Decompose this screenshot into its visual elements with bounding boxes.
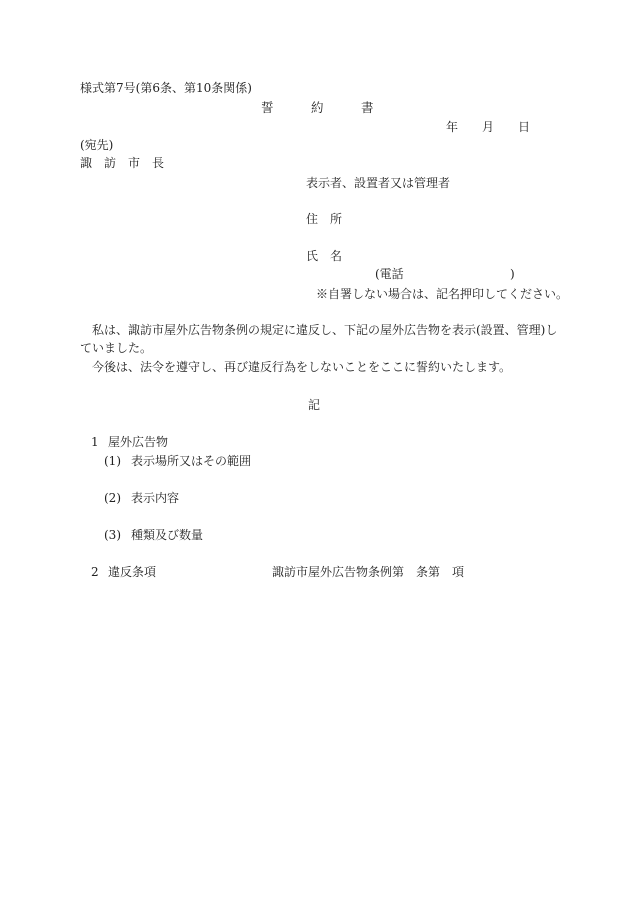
subitem-2-label: 表示内容 xyxy=(131,491,180,505)
applicant-role: 表示者、設置者又は管理者 xyxy=(306,176,451,190)
ki-heading: 記 xyxy=(308,398,321,412)
name-label: 氏 名 xyxy=(306,249,343,263)
date-line: 年 月 日 xyxy=(446,120,531,134)
phone-open: (電話 xyxy=(375,267,404,281)
phone-close: ) xyxy=(510,267,515,281)
item-1-label: 屋外広告物 xyxy=(108,435,169,449)
subitem-2-number: (2) xyxy=(104,491,121,505)
addressee-prefix: (宛先) xyxy=(80,138,114,152)
body-paragraph-1-line-1: 私は、諏訪市屋外広告物条例の規定に違反し、下記の屋外広告物を表示(設置、管理)し xyxy=(80,323,558,337)
document-title: 誓 約 書 xyxy=(261,100,374,115)
item-2-number: 2 xyxy=(91,565,99,579)
item-1-number: 1 xyxy=(91,435,99,449)
address-label: 住 所 xyxy=(306,212,343,226)
body-paragraph-2: 今後は、法令を遵守し、再び違反行為をしないことをここに誓約いたします。 xyxy=(80,360,512,374)
form-number: 様式第7号(第6条、第10条関係) xyxy=(80,81,252,95)
addressee: 諏 訪 市 長 xyxy=(80,156,165,170)
body-paragraph-1-line-2: ていました。 xyxy=(80,341,153,355)
subitem-3-label: 種類及び数量 xyxy=(131,528,204,542)
signature-note: ※自署しない場合は、記名押印してください。 xyxy=(316,287,569,301)
subitem-3-number: (3) xyxy=(104,528,121,542)
subitem-1-number: (1) xyxy=(104,454,121,468)
item-2-value: 諏訪市屋外広告物条例第 条第 項 xyxy=(272,565,465,579)
item-2-label: 違反条項 xyxy=(108,565,157,579)
subitem-1-label: 表示場所又はその範囲 xyxy=(131,454,252,468)
